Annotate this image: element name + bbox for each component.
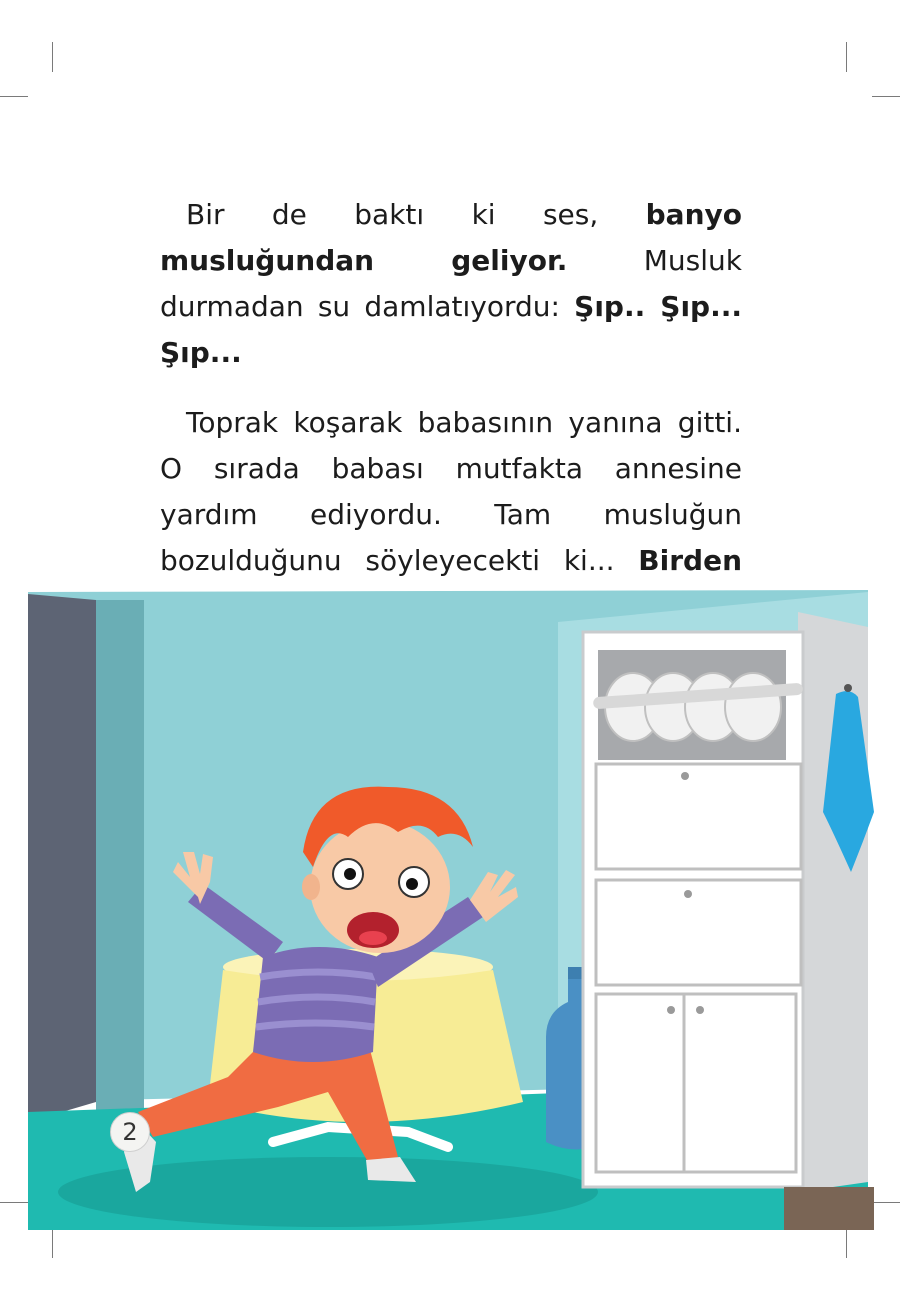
drawer-knob	[681, 772, 689, 780]
paragraph-2-part-1: Toprak koşarak babasının yanına gitti. O sırada babası mutfakta annesine yardım ediyordu. Tam musluğun bozulduğunu söyleyecekti ki...	[160, 406, 742, 577]
story-text	[160, 192, 742, 630]
page-number: 2	[110, 1112, 150, 1152]
boy-shirt	[253, 947, 378, 1062]
paragraph-1-emphasis-1: banyo musluğundan geliyor.	[160, 198, 742, 277]
towel-hook	[844, 684, 852, 692]
paragraph-1-emphasis-2: Şıp.. Şıp... Şıp...	[160, 290, 742, 369]
crop-mark	[52, 42, 53, 72]
door-dark	[28, 594, 96, 1122]
crop-mark	[846, 1228, 847, 1258]
crop-mark	[0, 96, 28, 97]
door	[96, 600, 144, 1127]
floor-box	[784, 1187, 874, 1230]
illustration	[28, 582, 874, 1230]
crop-mark	[872, 1202, 900, 1203]
paragraph-2-emphasis: Birden	[638, 544, 742, 577]
crop-mark	[0, 1202, 28, 1203]
drawer-knob	[684, 890, 692, 898]
cabinet-door-right	[684, 994, 796, 1172]
boy-ear	[302, 874, 320, 900]
cabinet-door-left	[596, 994, 684, 1172]
paragraph-1-part-1: Bir de baktı ki ses,	[186, 198, 646, 231]
door-knob	[696, 1006, 704, 1014]
boy-tongue	[359, 931, 387, 945]
crop-mark	[872, 96, 900, 97]
crop-mark	[52, 1228, 53, 1258]
cabinet-drawer-2	[596, 880, 801, 985]
folded-towels	[605, 673, 781, 741]
crop-mark	[846, 42, 847, 72]
boy-pupil-right	[406, 878, 418, 890]
paragraph-1-part-3: Musluk durmadan su damlatıyordu:	[160, 244, 742, 323]
cabinet-drawer-1	[596, 764, 801, 869]
door-knob	[667, 1006, 675, 1014]
boy-pupil-left	[344, 868, 356, 880]
paragraph-1	[160, 192, 742, 376]
